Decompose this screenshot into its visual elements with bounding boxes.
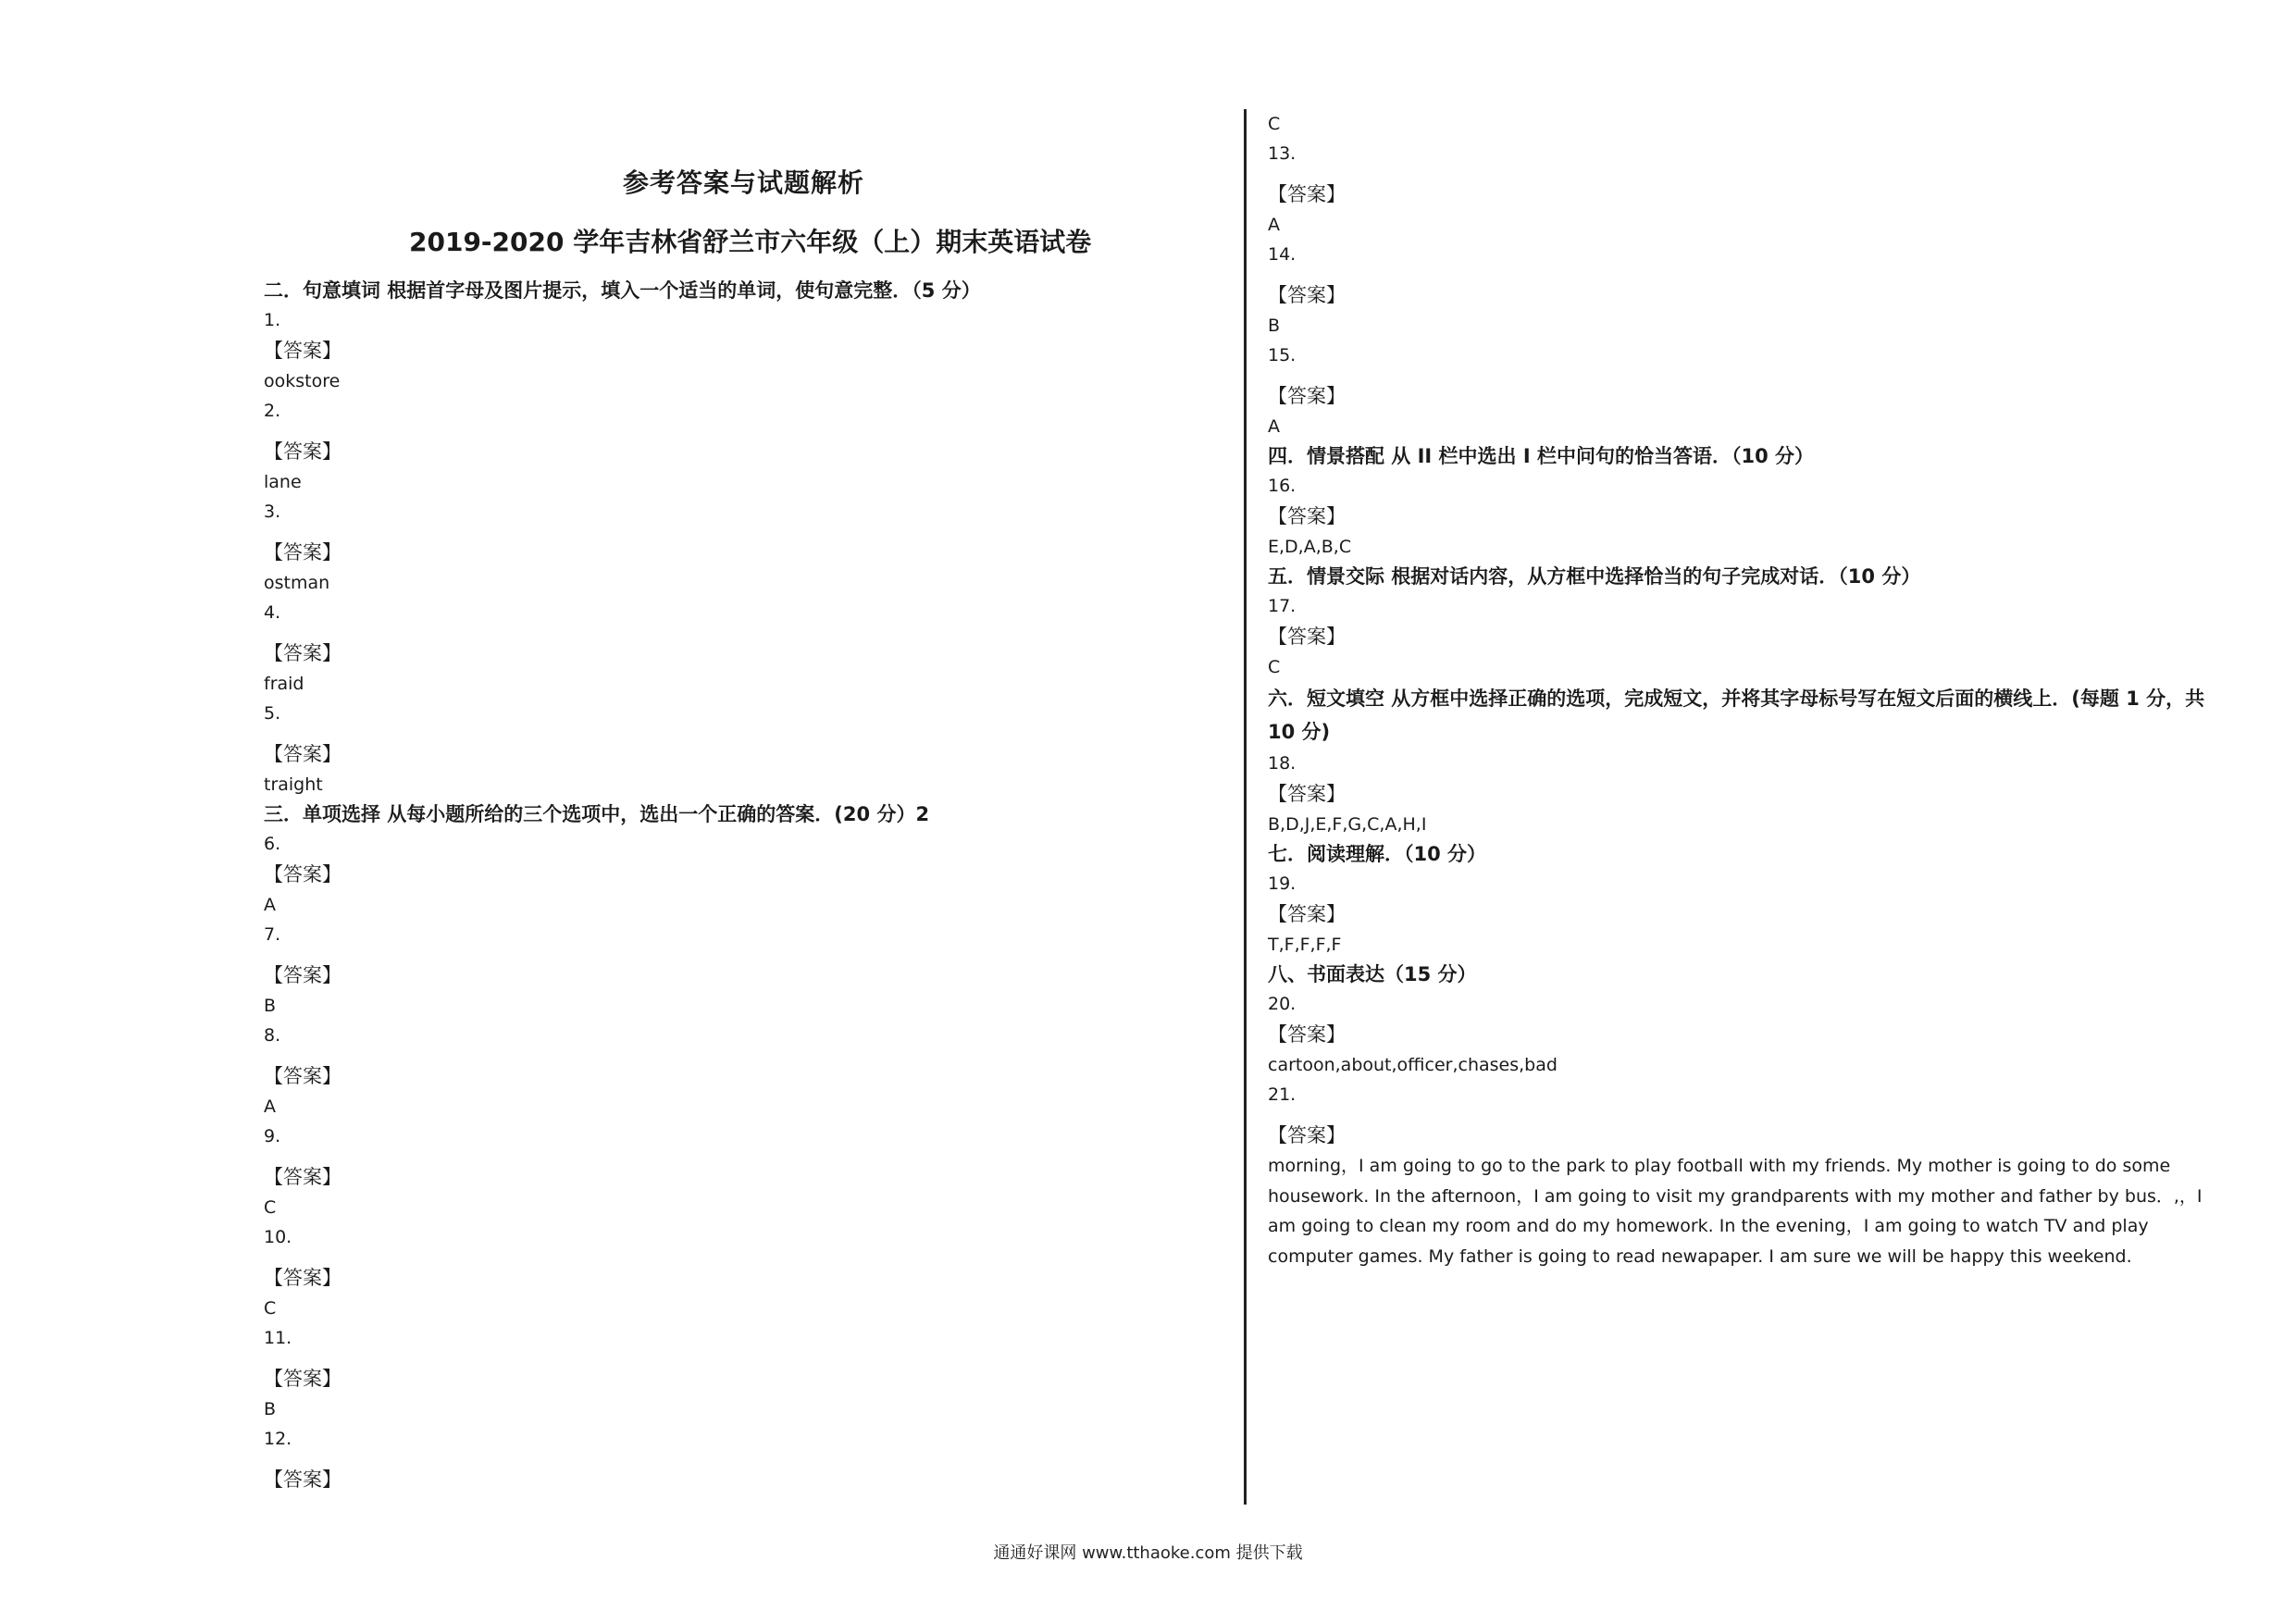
answer-label: 【答案】 xyxy=(264,340,341,362)
answer-label: 【答案】 xyxy=(1268,183,1346,205)
answer-text: E,D,A,B,C xyxy=(1268,537,1352,557)
essay-answer: morning，I am going to go to the park to play football with my friends. My mother is going to do some housework. In the afternoon，I am going to visit my grandparents with my mother and father by bus．,，I am going to clean my room and do my homework. In the evening，I am going to watch TV and play computer games. My father is going to read newapaper. I am sure we will be happy this weekend. xyxy=(1268,1156,2203,1267)
section-heading-6: 六．短文填空 从方框中选择正确的选项，完成短文，并将其字母标号写在短文后面的横线上．(每题 1 分，共 10 分) xyxy=(1268,688,2205,743)
question-number: 12. xyxy=(264,1429,292,1449)
answer-label: 【答案】 xyxy=(1268,783,1346,805)
answer-label: 【答案】 xyxy=(264,1368,341,1390)
answer-text: C xyxy=(264,1197,277,1218)
answer-text: cartoon,about,officer,chases,bad xyxy=(1268,1055,1558,1075)
answer-label: 【答案】 xyxy=(264,743,341,765)
answer-text: C xyxy=(1268,657,1281,677)
question-number: 17. xyxy=(1268,596,1297,616)
right-column xyxy=(1268,109,2230,1271)
answer-label: 【答案】 xyxy=(264,863,341,886)
question-number: 5. xyxy=(264,703,281,724)
answer-text: B,D,J,E,F,G,C,A,H,I xyxy=(1268,814,1427,835)
question-number: 2. xyxy=(264,401,281,421)
question-number: 20. xyxy=(1268,994,1297,1014)
question-number: 14. xyxy=(1268,244,1297,265)
answer-text: ookstore xyxy=(264,371,341,391)
question-number: 13. xyxy=(1268,143,1297,164)
question-number: 19. xyxy=(1268,873,1297,894)
answer-label: 【答案】 xyxy=(1268,903,1346,925)
answer-label: 【答案】 xyxy=(1268,1023,1346,1046)
left-column xyxy=(264,276,1226,1495)
question-number: 3. xyxy=(264,502,281,522)
section-heading-4: 四．情景搭配 从 II 栏中选出 I 栏中问句的恰当答语．（10 分） xyxy=(1268,445,1815,467)
section-heading-2: 二．句意填词 根据首字母及图片提示，填入一个适当的单词，使句意完整．（5 分） xyxy=(264,279,981,302)
answer-text: A xyxy=(264,1096,276,1117)
answer-text: A xyxy=(1268,416,1280,437)
question-number: 9. xyxy=(264,1126,281,1146)
question-number: 4. xyxy=(264,602,281,623)
column-divider xyxy=(1244,109,1247,1505)
page-title: 参考答案与试题解析 xyxy=(623,167,865,198)
answer-label: 【答案】 xyxy=(264,1166,341,1188)
answer-label: 【答案】 xyxy=(1268,1124,1346,1146)
section-heading-3: 三．单项选择 从每小题所给的三个选项中，选出一个正确的答案．(20 分）2 xyxy=(264,803,930,825)
footer-credit: 通通好课网 www.tthaoke.com 提供下载 xyxy=(993,1543,1303,1563)
answer-text: C xyxy=(264,1298,277,1319)
answer-text: A xyxy=(264,895,276,915)
answer-label: 【答案】 xyxy=(1268,284,1346,306)
answer-text: B xyxy=(264,996,277,1016)
question-number: 7. xyxy=(264,924,281,945)
answer-label: 【答案】 xyxy=(264,1065,341,1087)
answer-text: T,F,F,F,F xyxy=(1268,935,1342,955)
section-heading-5: 五．情景交际 根据对话内容，从方框中选择恰当的句子完成对话．（10 分） xyxy=(1268,565,1921,588)
answer-text: B xyxy=(1268,316,1281,336)
answer-label: 【答案】 xyxy=(264,541,341,564)
question-number: 6. xyxy=(264,834,281,854)
answer-text: A xyxy=(1268,215,1280,235)
answer-text: fraid xyxy=(264,674,304,694)
question-number: 1. xyxy=(264,310,281,330)
answer-text: traight xyxy=(264,774,323,795)
exam-title: 2019-2020 学年吉林省舒兰市六年级（上）期末英语试卷 xyxy=(409,227,1092,257)
section-heading-7: 七．阅读理解．（10 分） xyxy=(1268,843,1487,865)
answer-label: 【答案】 xyxy=(264,642,341,664)
answer-label: 【答案】 xyxy=(1268,626,1346,648)
answer-text: C xyxy=(1268,114,1281,134)
question-number: 10. xyxy=(264,1227,292,1247)
answer-text: B xyxy=(264,1399,277,1419)
answer-label: 【答案】 xyxy=(264,440,341,463)
question-number: 15. xyxy=(1268,345,1297,365)
question-number: 21. xyxy=(1268,1084,1297,1105)
answer-label: 【答案】 xyxy=(264,1267,341,1289)
question-number: 8. xyxy=(264,1025,281,1046)
answer-label: 【答案】 xyxy=(264,1468,341,1491)
answer-text: lane xyxy=(264,472,302,492)
answer-text: ostman xyxy=(264,573,330,593)
question-number: 16. xyxy=(1268,476,1297,496)
question-number: 18. xyxy=(1268,753,1297,774)
section-heading-8: 八、书面表达（15 分） xyxy=(1268,963,1477,985)
answer-label: 【答案】 xyxy=(264,964,341,986)
answer-label: 【答案】 xyxy=(1268,505,1346,527)
question-number: 11. xyxy=(264,1328,292,1348)
answer-label: 【答案】 xyxy=(1268,385,1346,407)
